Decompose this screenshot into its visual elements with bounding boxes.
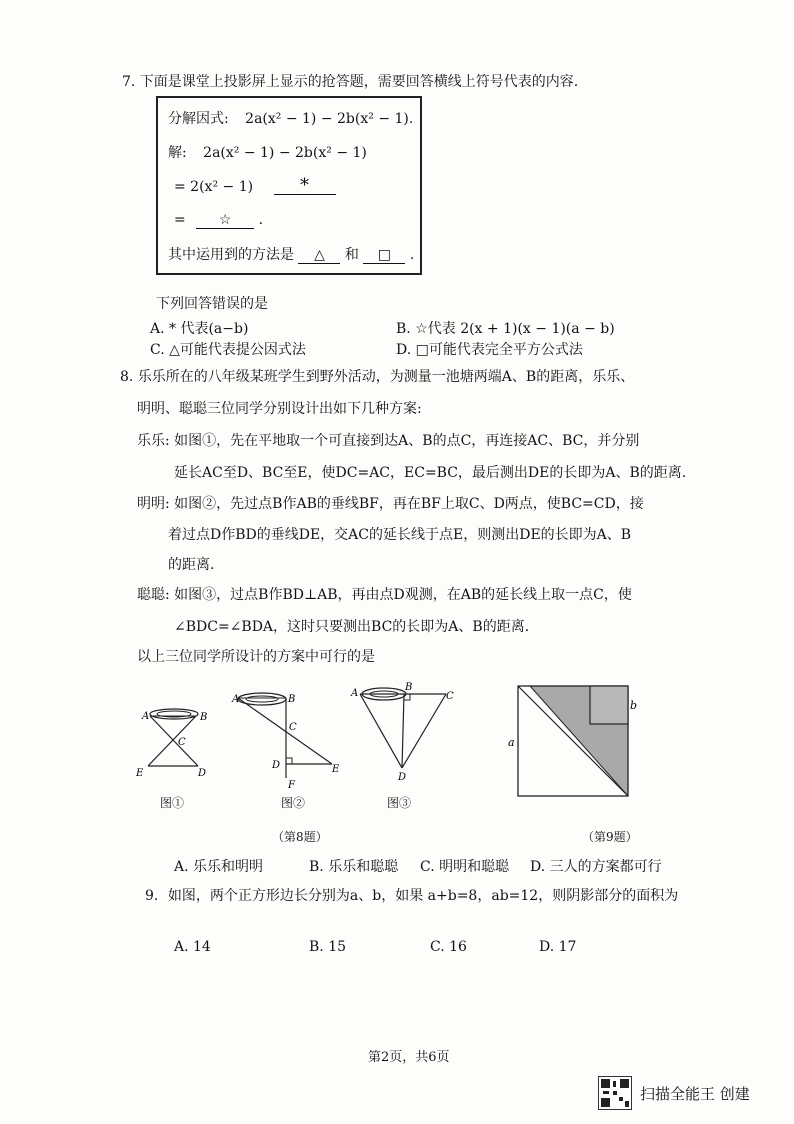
- figure-3-caption: 图③: [387, 796, 412, 810]
- label: B: [200, 712, 208, 723]
- q7-box-solution-expr: 2a(x² − 1) − 2b(x² − 1): [203, 145, 367, 161]
- q7-box-line5: [168, 244, 414, 264]
- label: D: [198, 768, 207, 779]
- line-b-d: [402, 694, 404, 768]
- q9-option-c: C. 16: [430, 939, 467, 955]
- q7-box-expr: 2a(x² − 1) − 2b(x² − 1).: [245, 111, 414, 127]
- square-b: [590, 686, 628, 724]
- q7-prompt: 下列回答错误的是: [156, 296, 268, 312]
- q9-caption: （第9题）: [582, 830, 638, 844]
- q7-box-label: 分解因式:: [168, 111, 229, 127]
- q7-option-d: D. □可能代表完全平方公式法: [396, 342, 583, 358]
- label: A: [351, 688, 359, 699]
- label: E: [332, 764, 340, 775]
- label: A: [142, 711, 150, 722]
- label: E: [136, 768, 144, 779]
- figure-2-caption: 图②: [281, 796, 306, 810]
- q8-option-c: C. 明明和聪聪: [420, 859, 510, 875]
- label: B: [405, 682, 413, 693]
- q7-box-equals: =: [174, 212, 186, 228]
- q7-box-line3: [174, 175, 336, 196]
- q7-option-a: A. * 代表(a−b): [150, 321, 249, 337]
- q8-lele-line1: 乐乐: 如图①，先在平地取一个可直接到达A、B的点C，再连接AC、BC，并分别: [137, 433, 640, 449]
- q7-box-method-text: 其中运用到的方法是: [168, 247, 294, 263]
- q7-box-line1: [168, 108, 413, 128]
- scanner-watermark: 扫描全能王 创建: [640, 1085, 750, 1103]
- q7-blank-triangle: △: [298, 247, 340, 264]
- q8-option-b: B. 乐乐和聪聪: [309, 859, 399, 875]
- line-c-d: [402, 694, 446, 768]
- q7-option-c: C. △可能代表提公因式法: [150, 342, 306, 358]
- right-angle-mark: [404, 694, 410, 700]
- q7-box-end: .: [409, 247, 415, 263]
- q9-stem: 9．如图，两个正方形边长分别为a、b，如果 a+b=8，ab=12，则阴影部分的面积为: [145, 888, 679, 904]
- label: D: [272, 760, 281, 771]
- q7-box-step1: = 2(x² − 1): [174, 179, 254, 195]
- q8-lele-line2: 延长AC至D、BC至E，使DC=AC，EC=BC，最后测出DE的长即为A、B的距离.: [174, 465, 687, 481]
- label: C: [178, 737, 186, 748]
- q7-box-line4: [174, 212, 263, 229]
- figure-9: [504, 680, 638, 806]
- q7-box-period: .: [258, 212, 264, 228]
- label: F: [288, 780, 295, 791]
- line-a-e: [238, 698, 332, 764]
- label: D: [398, 772, 407, 783]
- line-b-e: [148, 716, 196, 766]
- right-angle-mark: [286, 758, 292, 764]
- q8-mingming-line1: 明明: 如图②，先过点B作AB的垂线BF，再在BF上取C、D两点，使BC=CD，接: [137, 496, 644, 512]
- q8-stem-line2: 明明、聪聪三位同学分别设计出如下几种方案:: [137, 401, 422, 417]
- label: A: [232, 694, 240, 705]
- q7-blank-star: *: [274, 178, 336, 195]
- q7-stem: 7. 下面是课堂上投影屏上显示的抢答题，需要回答横线上符号代表的内容.: [122, 74, 579, 90]
- q7-option-b: B. ☆代表 2(x + 1)(x − 1)(a − b): [396, 321, 615, 337]
- q7-box-line2: [168, 142, 367, 162]
- q9-option-a: A. 14: [174, 939, 211, 955]
- q9-option-d: D. 17: [539, 939, 577, 955]
- q7-box-solution-label: 解:: [168, 145, 187, 161]
- q8-prompt: 以上三位同学所设计的方案中可行的是: [137, 649, 375, 665]
- line-a-d: [150, 716, 198, 766]
- qr-code-icon: [598, 1076, 632, 1110]
- label-b: b: [630, 699, 638, 712]
- q8-option-a: A. 乐乐和明明: [174, 859, 264, 875]
- q7-projection-box: [156, 96, 422, 275]
- q8-stem-line1: 8. 乐乐所在的八年级某班学生到野外活动，为测量一池塘两端A、B的距离，乐乐、: [120, 369, 635, 385]
- line-a-d: [360, 694, 402, 768]
- label: C: [289, 722, 297, 733]
- figure-1-caption: 图①: [160, 796, 185, 810]
- figure-2: [228, 686, 348, 796]
- figure-3: [346, 682, 462, 782]
- label: C: [446, 691, 454, 702]
- q8-option-d: D. 三人的方案都可行: [530, 859, 662, 875]
- q8-mingming-line2: 着过点D作BD的垂线DE，交AC的延长线于点E，则测出DE的长即为A、B: [168, 527, 632, 543]
- q8-caption: （第8题）: [272, 830, 328, 844]
- q8-congcong-line1: 聪聪: 如图③，过点B作BD⊥AB，再由点D观测，在AB的延长线上取一点C，使: [137, 587, 632, 603]
- q7-blank-square: □: [363, 247, 405, 264]
- q8-congcong-line2: ∠BDC=∠BDA，这时只要测出BC的长即为A、B的距离.: [174, 619, 530, 635]
- q9-option-b: B. 15: [309, 939, 347, 955]
- q7-box-and: 和: [344, 247, 359, 263]
- pond-2-inner: [246, 696, 278, 702]
- q8-mingming-line3: 的距离.: [168, 557, 215, 573]
- page-number: 第2页，共6页: [368, 1050, 450, 1065]
- label: B: [288, 694, 296, 705]
- label-a: a: [508, 736, 515, 749]
- q7-blank-star-outline: ☆: [196, 212, 254, 229]
